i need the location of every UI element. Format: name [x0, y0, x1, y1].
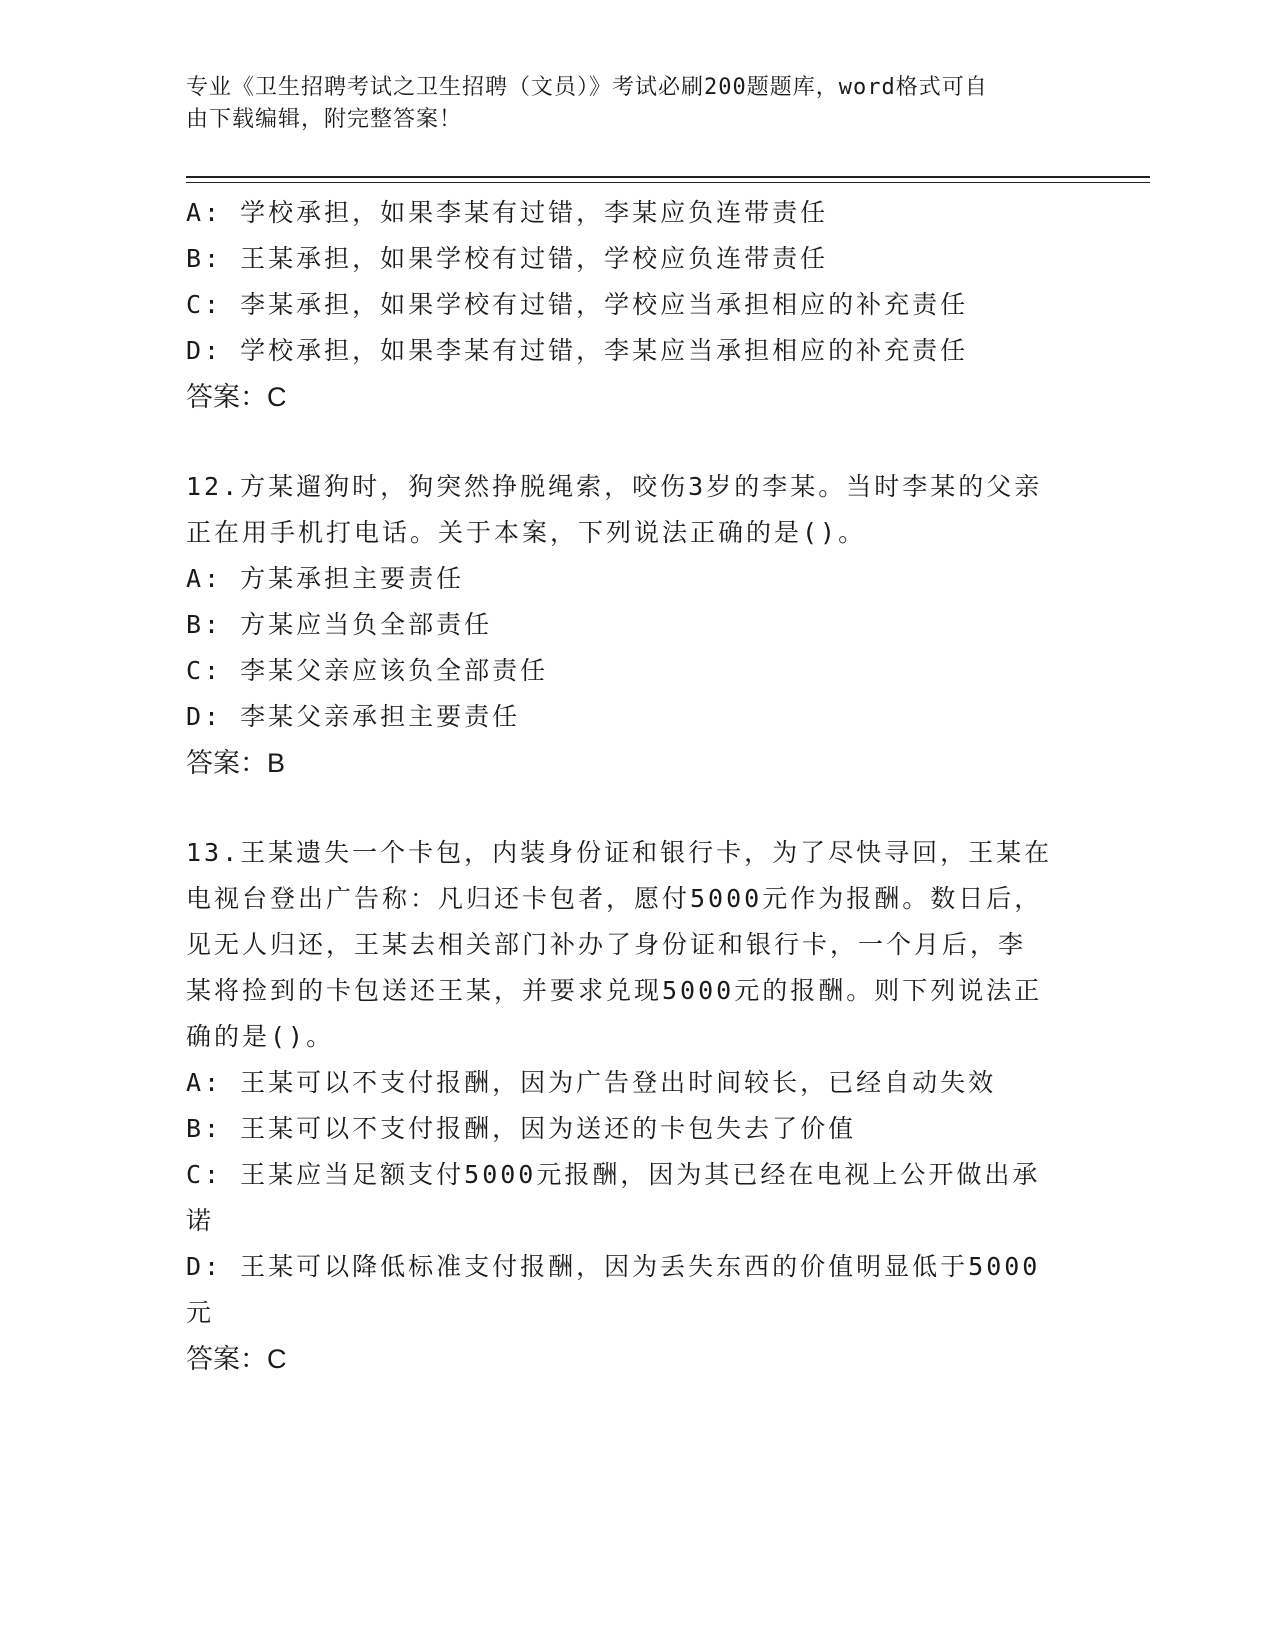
option-c-continued: 诺 [186, 1206, 215, 1235]
option-a: A: 学校承担，如果李某有过错，李某应负连带责任 [186, 198, 829, 227]
question-stem-line: 某将捡到的卡包送还王某，并要求兑现5000元的报酬。则下列说法正 [186, 976, 1043, 1005]
option-d: D: 学校承担，如果李某有过错，李某应当承担相应的补充责任 [186, 336, 969, 365]
option-d-continued: 元 [186, 1298, 215, 1327]
answer-line: 答案：B [186, 748, 286, 778]
question-11 [186, 190, 1086, 420]
option-a: A: 方某承担主要责任 [186, 564, 465, 593]
header-line-1: 专业《卫生招聘考试之卫生招聘（文员）》考试必刷200题题库，word格式可自 [186, 75, 988, 100]
option-a: A: 王某可以不支付报酬，因为广告登出时间较长，已经自动失效 [186, 1068, 997, 1097]
spacer [186, 420, 1086, 464]
option-c: C: 王某应当足额支付5000元报酬，因为其已经在电视上公开做出承 [186, 1160, 1041, 1189]
spacer [186, 786, 1086, 830]
answer-line: 答案：C [186, 382, 287, 412]
question-13 [186, 830, 1086, 1382]
document-header [186, 72, 1066, 136]
question-stem-line: 正在用手机打电话。关于本案，下列说法正确的是()。 [186, 518, 867, 547]
header-line-2: 由下载编辑，附完整答案！ [186, 107, 463, 132]
option-c: C: 李某父亲应该负全部责任 [186, 656, 549, 685]
question-stem-line: 电视台登出广告称：凡归还卡包者，愿付5000元作为报酬。数日后， [186, 884, 1043, 913]
question-content [186, 190, 1086, 1382]
answer-line: 答案：C [186, 1344, 287, 1374]
question-stem-line: 12.方某遛狗时，狗突然挣脱绳索，咬伤3岁的李某。当时李某的父亲 [186, 472, 1043, 501]
header-divider-thick [186, 176, 1150, 178]
question-stem-line: 确的是()。 [186, 1022, 335, 1051]
option-b: B: 王某可以不支付报酬，因为送还的卡包失去了价值 [186, 1114, 857, 1143]
option-d: D: 李某父亲承担主要责任 [186, 702, 521, 731]
question-stem-line: 见无人归还，王某去相关部门补办了身份证和银行卡，一个月后，李 [186, 930, 1027, 959]
question-stem-line: 13.王某遗失一个卡包，内装身份证和银行卡，为了尽快寻回，王某在 [186, 838, 1053, 867]
question-12 [186, 464, 1086, 786]
header-divider-thin [186, 182, 1150, 183]
option-c: C: 李某承担，如果学校有过错，学校应当承担相应的补充责任 [186, 290, 969, 319]
option-b: B: 方某应当负全部责任 [186, 610, 493, 639]
option-b: B: 王某承担，如果学校有过错，学校应负连带责任 [186, 244, 829, 273]
option-d: D: 王某可以降低标准支付报酬，因为丢失东西的价值明显低于5000 [186, 1252, 1041, 1281]
